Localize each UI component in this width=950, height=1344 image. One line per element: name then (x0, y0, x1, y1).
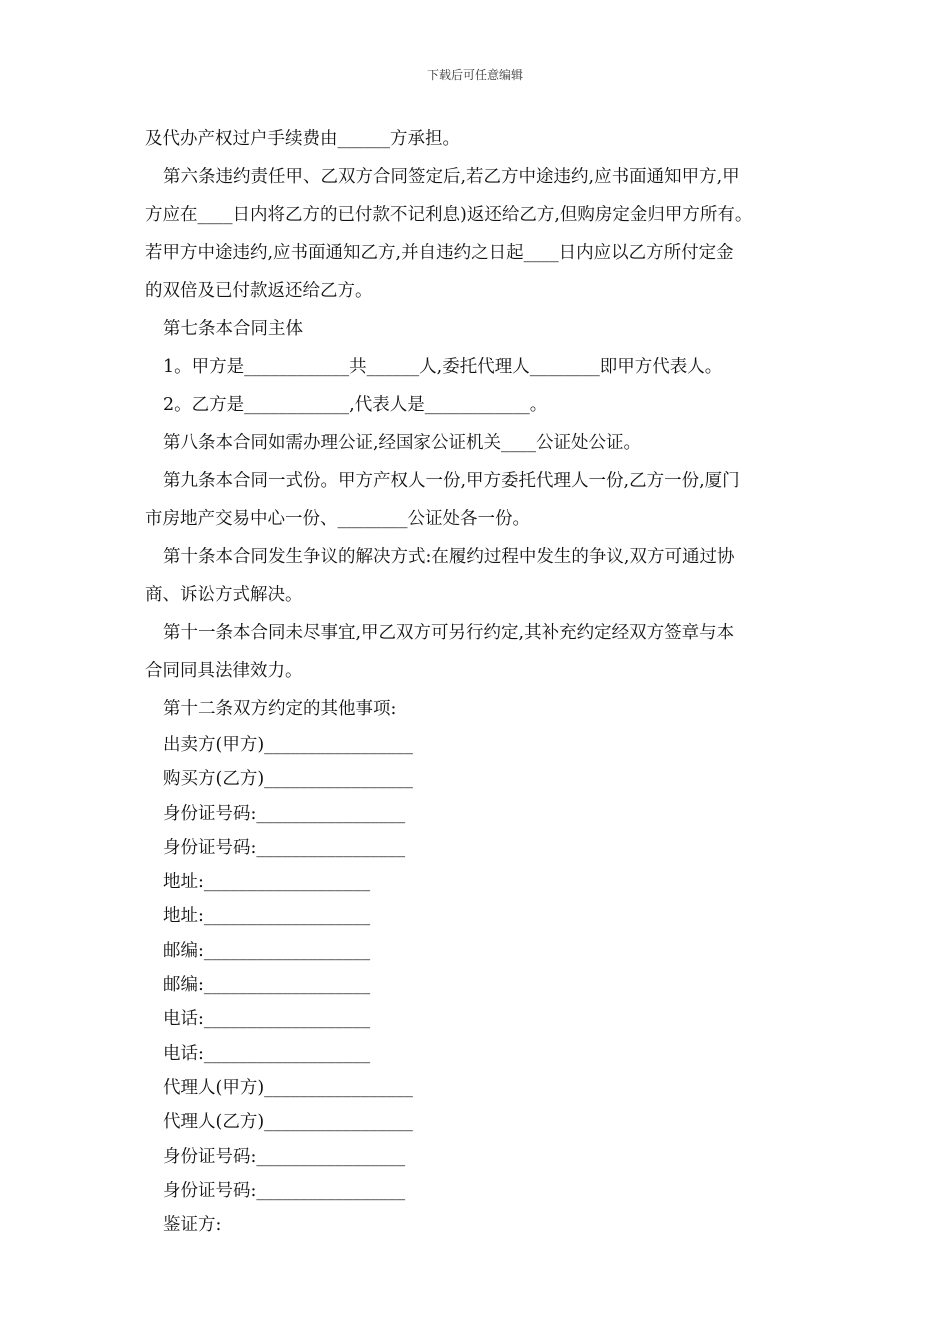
signature-line: 代理人(甲方)_________________ (163, 1077, 413, 1098)
paragraph: 第八条本合同如需办理公证,经国家公证机关____公证处公证。 (163, 433, 642, 453)
paragraph: 第十二条双方约定的其他事项: (163, 699, 397, 719)
paragraph: 第六条违约责任甲、乙双方合同签定后,若乙方中途违约,应书面通知甲方,甲 (163, 167, 740, 187)
signature-line: 购买方(乙方)_________________ (163, 769, 413, 790)
paragraph: 第七条本合同主体 (163, 319, 303, 339)
paragraph: 及代办产权过户手续费由______方承担。 (145, 129, 460, 149)
paragraph: 方应在____日内将乙方的已付款不记利息)返还给乙方,但购房定金归甲方所有。 (145, 205, 753, 225)
paragraph: 合同同具法律效力。 (145, 661, 303, 681)
signature-line: 身份证号码:_________________ (163, 803, 406, 824)
page-header: 下载后可任意编辑 (426, 68, 523, 82)
signature-line: 身份证号码:_________________ (163, 1146, 406, 1167)
paragraph: 的双倍及已付款返还给乙方。 (145, 281, 373, 301)
signature-line: 地址:___________________ (163, 872, 371, 893)
paragraph: 第十条本合同发生争议的解决方式:在履约过程中发生的争议,双方可通过协 (163, 547, 735, 567)
signature-line: 鉴证方: (163, 1215, 222, 1236)
signature-line: 代理人(乙方)_________________ (163, 1112, 413, 1133)
signature-line: 电话:___________________ (163, 1009, 371, 1030)
paragraph: 商、诉讼方式解决。 (145, 585, 303, 605)
paragraph: 第九条本合同一式份。甲方产权人一份,甲方委托代理人一份,乙方一份,厦门 (163, 471, 740, 491)
signature-line: 出卖方(甲方)_________________ (163, 735, 413, 755)
signature-line: 身份证号码:_________________ (163, 1180, 406, 1201)
signature-line: 电话:___________________ (163, 1043, 371, 1064)
signature-line: 邮编:___________________ (163, 975, 371, 996)
signature-line: 邮编:___________________ (163, 940, 371, 961)
paragraph: 第十一条本合同未尽事宜,甲乙双方可另行约定,其补充约定经双方签章与本 (163, 623, 735, 643)
contract-body (145, 120, 815, 1242)
signature-line: 身份证号码:_________________ (163, 837, 406, 858)
paragraph: 2。乙方是____________,代表人是____________。 (163, 395, 548, 415)
paragraph: 若甲方中途违约,应书面通知乙方,并自违约之日起____日内应以乙方所付定金 (145, 243, 734, 263)
paragraph: 市房地产交易中心一份、________公证处各一份。 (145, 509, 530, 529)
signature-line: 地址:___________________ (163, 906, 371, 927)
paragraph: 1。甲方是____________共______人,委托代理人________即甲方代表人。 (163, 357, 723, 377)
signature-block (145, 728, 815, 1242)
